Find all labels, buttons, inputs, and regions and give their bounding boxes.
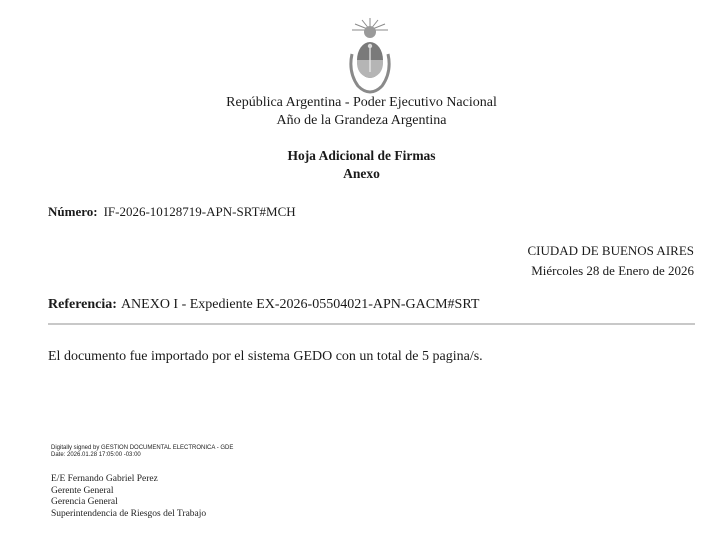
- signer-role: Gerente General: [51, 485, 114, 496]
- city: CIUDAD DE BUENOS AIRES: [527, 243, 694, 258]
- signature-signed-by: Digitally signed by GESTION DOCUMENTAL ELECTRONICA - GDE: [51, 445, 234, 451]
- national-coat-of-arms-icon: [342, 14, 398, 94]
- signer-organization: Superintendencia de Riesgos del Trabajo: [51, 508, 207, 519]
- number-label: Número:: [48, 204, 98, 219]
- document-subtitle: Anexo: [343, 166, 380, 181]
- digital-signature-stamp: [51, 445, 233, 459]
- signer-name: E/E Fernando Gabriel Perez: [51, 474, 158, 484]
- document-title: Hoja Adicional de Firmas: [287, 148, 436, 163]
- reference-label: Referencia:: [48, 297, 117, 312]
- date: Miércoles 28 de Enero de 2026: [531, 263, 694, 278]
- body-text: El documento fue importado por el sistema GEDO con un total de 5 pagina/s.: [48, 349, 483, 364]
- header-line-1: República Argentina - Poder Ejecutivo Nacional: [226, 95, 497, 110]
- signer-block: [51, 474, 206, 520]
- reference-value: ANEXO I - Expediente EX-2026-05504021-APN-GACM#SRT: [120, 297, 480, 312]
- document-number: [48, 204, 296, 220]
- signer-department: Gerencia General: [51, 497, 118, 507]
- header-line-2: Año de la Grandeza Argentina: [276, 113, 447, 128]
- number-value: IF-2026-10128719-APN-SRT#MCH: [103, 204, 296, 219]
- reference: [48, 297, 479, 313]
- divider: [48, 323, 695, 325]
- signature-date: Date: 2026.01.28 17:05:00 -03:00: [51, 452, 141, 458]
